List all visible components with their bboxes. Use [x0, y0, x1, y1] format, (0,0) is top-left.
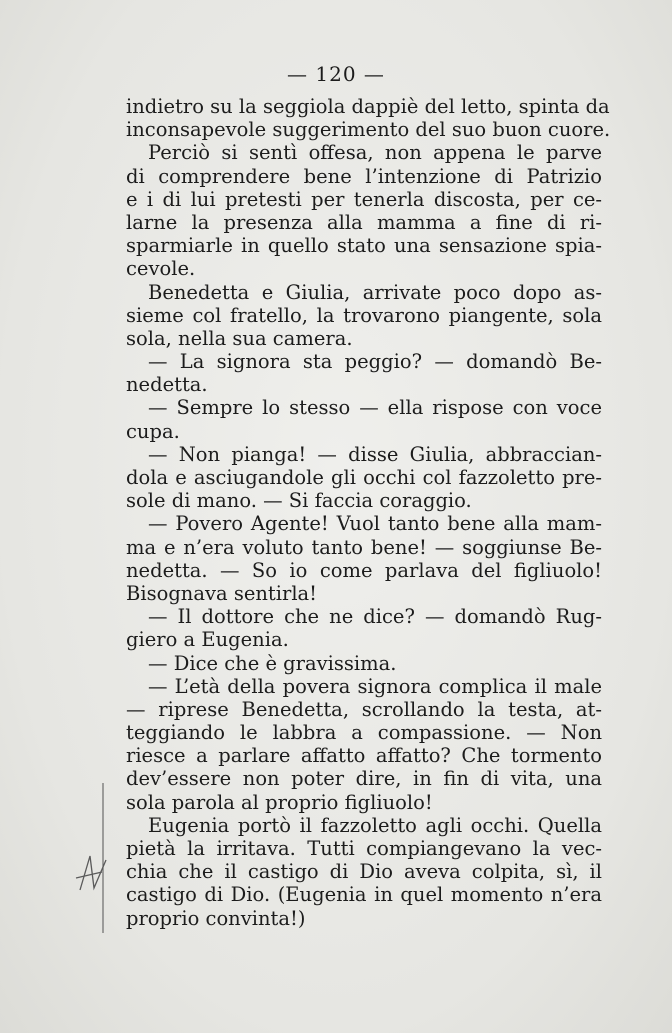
text-line: sieme col fratello, la trovarono piangente, sola	[126, 303, 602, 327]
text-line: cupa.	[126, 419, 180, 443]
text-line: — La signora sta peggio? — domandò Be-	[148, 350, 602, 374]
text-line: dev’essere non poter dire, in fin di vita, una	[126, 767, 602, 791]
text-line: — Il dottore che ne dice? — domandò Rug-	[148, 605, 602, 629]
text-line: — riprese Benedetta, scrollando la testa, at-	[126, 697, 602, 721]
text-line: proprio convinta!)	[126, 906, 306, 930]
text-line: — Dice che è gravissima.	[148, 651, 397, 675]
text-line: sparmiarle in quello stato una sensazione spia-	[126, 234, 602, 258]
body-text	[126, 95, 611, 930]
text-line: cevole.	[126, 257, 196, 281]
text-line: indietro su la seggiola dappiè del letto, spinta da	[126, 95, 610, 118]
text-line: larne la presenza alla mamma a fine di ri-	[126, 210, 602, 234]
text-line: ma e n’era voluto tanto bene! — soggiunse Be-	[126, 535, 602, 559]
text-line: sola parola al proprio figliuolo!	[126, 790, 433, 814]
text-line: — Non pianga! — disse Giulia, abbraccian-	[148, 442, 602, 466]
text-line: giero a Eugenia.	[126, 628, 289, 652]
text-line: teggiando le labbra a compassione. — Non	[126, 721, 602, 745]
text-line: — Povero Agente! Vuol tanto bene alla mam-	[148, 512, 602, 536]
text-line: riesce a parlare affatto affatto? Che tormento	[126, 744, 602, 768]
text-line: Benedetta e Giulia, arrivate poco dopo as-	[148, 280, 602, 304]
text-line: castigo di Dio. (Eugenia in quel momento n’era	[126, 883, 602, 907]
text-line: sole di mano. — Si faccia coraggio.	[126, 489, 472, 513]
page-number: — 120 —	[287, 62, 385, 86]
text-line: sola, nella sua camera.	[126, 326, 353, 350]
margin-pencil-mark	[66, 778, 126, 938]
text-line: chia che il castigo di Dio aveva colpita, sì, il	[126, 860, 602, 884]
text-line: Eugenia portò il fazzoletto agli occhi. Quella	[148, 813, 602, 837]
text-line: dola e asciugandole gli occhi col fazzoletto pre-	[126, 466, 602, 489]
text-line: inconsapevole suggerimento del suo buon cuore.	[126, 118, 611, 142]
text-line: Bisognava sentirla!	[126, 581, 318, 605]
text-line: pietà la irritava. Tutti compiangevano la vec-	[126, 837, 602, 860]
text-line: Perciò si sentì offesa, non appena le parve	[148, 141, 602, 165]
text-line: e i di lui pretesti per tenerla discosta, per ce-	[126, 187, 602, 211]
text-line: nedetta. — So io come parlava del figliuolo!	[126, 558, 602, 582]
text-line: di comprendere bene l’intenzione di Patrizio	[126, 164, 602, 188]
text-line: nedetta.	[126, 373, 208, 397]
text-line: — L’età della povera signora complica il male	[148, 674, 602, 698]
text-line: — Sempre lo stesso — ella rispose con voce	[148, 396, 602, 420]
